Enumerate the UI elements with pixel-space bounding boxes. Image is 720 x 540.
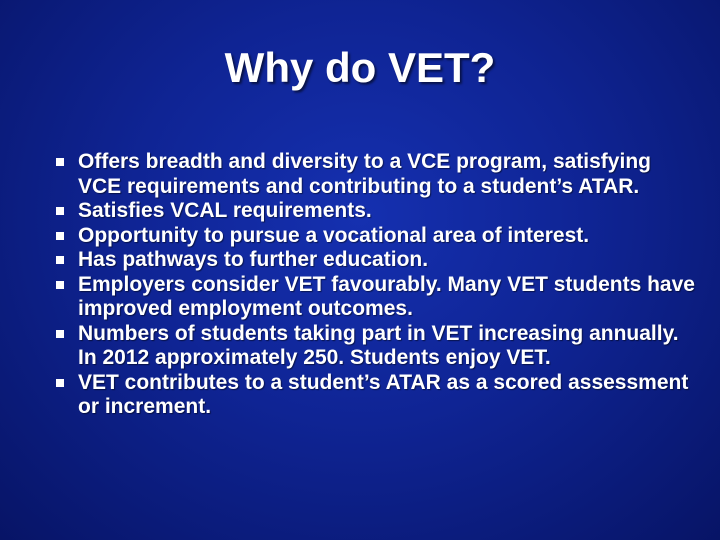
bullet-item xyxy=(56,199,696,224)
bullet-text: Offers breadth and diversity to a VCE program, satisfying VCE requirements and contributing to a student’s ATAR. xyxy=(78,150,651,198)
bullet-text: VET contributes to a student’s ATAR as a scored assessment or increment. xyxy=(78,370,689,418)
slide-title: Why do VET? xyxy=(224,44,496,91)
square-bullet-icon xyxy=(56,379,64,387)
square-bullet-icon xyxy=(56,207,64,215)
bullet-list xyxy=(56,150,696,420)
bullet-text: Satisfies VCAL requirements. xyxy=(78,199,372,222)
bullet-text: Employers consider VET favourably. Many VET students have improved employment outcomes. xyxy=(78,272,695,320)
bullet-text: Opportunity to pursue a vocational area of interest. xyxy=(78,223,590,247)
square-bullet-icon xyxy=(56,256,64,264)
bullet-item xyxy=(56,322,696,371)
square-bullet-icon xyxy=(56,232,64,240)
bullet-item xyxy=(56,273,696,322)
bullet-item xyxy=(56,248,696,273)
bullet-item xyxy=(56,224,696,249)
square-bullet-icon xyxy=(56,330,64,338)
square-bullet-icon xyxy=(56,281,64,289)
square-bullet-icon xyxy=(56,158,64,166)
bullet-text: Numbers of students taking part in VET increasing annually. In 2012 approximately 250. Students enjoy VET. xyxy=(78,321,679,369)
bullet-item xyxy=(56,371,696,420)
bullet-item xyxy=(56,150,696,199)
bullet-text: Has pathways to further education. xyxy=(78,248,429,271)
